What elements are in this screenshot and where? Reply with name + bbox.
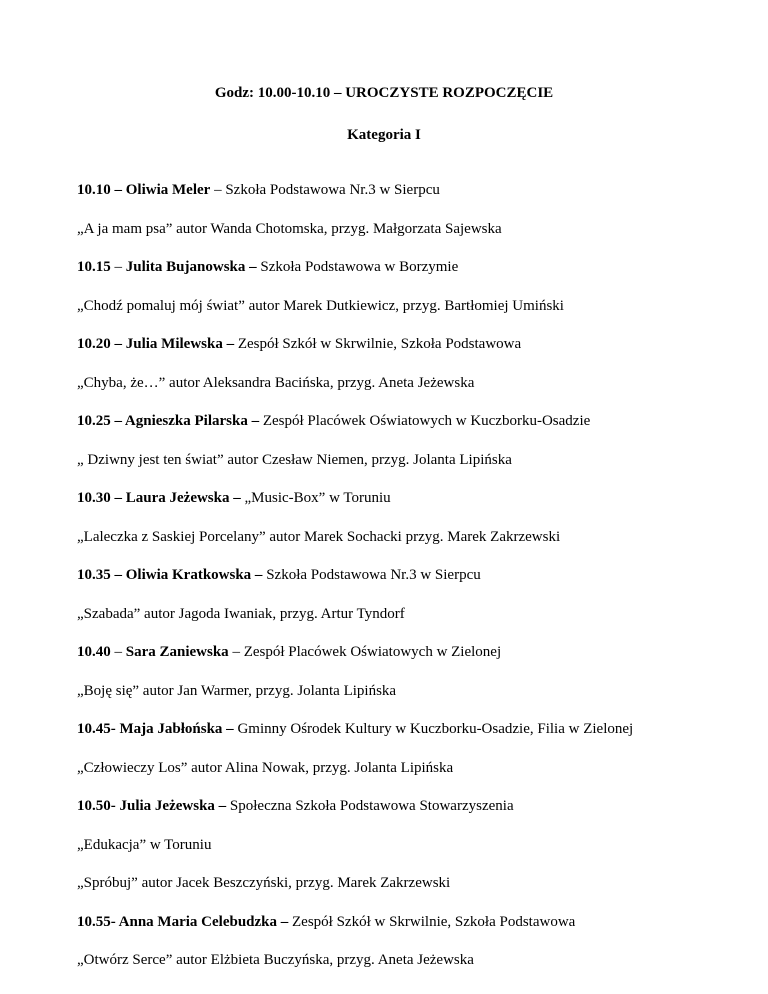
time-performer: 10.35 – Oliwia Kratkowska –	[77, 567, 263, 583]
performer-line	[77, 489, 737, 507]
performer-line	[77, 913, 737, 931]
performer-line	[77, 797, 737, 815]
school-name: Zespół Szkół w Skrwilnie, Szkoła Podstawowa	[288, 913, 576, 930]
school-name: Szkoła Podstawowa w Borzymie	[256, 259, 459, 275]
time-performer: 10.55- Anna Maria Celebudzka –	[77, 913, 289, 930]
song-line: „Otwórz Serce” autor Elżbieta Buczyńska, przyg. Aneta Jeżewska	[77, 952, 474, 968]
program-list	[77, 181, 737, 990]
school-name: Społeczna Szkoła Podstawowa Stowarzyszenia	[226, 798, 514, 814]
school-name: Zespół Placówek Oświatowych w Kuczborku-Osadzie	[259, 413, 591, 429]
song-line: „Boję się” autor Jan Warmer, przyg. Jolanta Lipińska	[77, 682, 397, 699]
program-heading: Godz: 10.00-10.10 – UROCZYSTE ROZPOCZĘCIE	[214, 85, 554, 101]
performer-line	[77, 412, 737, 430]
performer-name: Sara Zaniewska	[125, 644, 229, 660]
time-performer: 10.10 – Oliwia Meler	[77, 182, 211, 198]
song-line: „A ja mam psa” autor Wanda Chotomska, przyg. Małgorzata Sajewska	[77, 220, 502, 237]
school-name: Szkoła Podstawowa Nr.3 w Sierpcu	[262, 567, 481, 583]
time-performer: 10.45- Maja Jabłońska –	[77, 721, 234, 737]
performer-line	[77, 566, 737, 584]
time-performer: 10.20 – Julia Milewska –	[77, 336, 235, 352]
performer-name: Julita Bujanowska –	[125, 259, 257, 275]
time-performer: 10.30 – Laura Jeżewska –	[77, 490, 241, 506]
song-line: „Laleczka z Saskiej Porcelany” autor Marek Sochacki przyg. Marek Zakrzewski	[77, 528, 561, 545]
performer-line	[77, 643, 737, 661]
school-continuation: „Edukacja” w Toruniu	[77, 836, 212, 853]
separator: –	[110, 644, 126, 660]
song-line: „Szabada” autor Jagoda Iwaniak, przyg. Artur Tyndorf	[77, 605, 405, 622]
time-performer: 10.50- Julia Jeżewska –	[77, 798, 227, 814]
song-line: „Spróbuj” autor Jacek Beszczyński, przyg. Marek Zakrzewski	[77, 875, 451, 891]
category-title: Kategoria I	[347, 127, 421, 143]
school-name: Zespół Szkół w Skrwilnie, Szkoła Podstawowa	[234, 336, 522, 352]
separator: –	[110, 259, 126, 275]
school-name: „Music-Box” w Toruniu	[240, 490, 391, 506]
school-name: – Zespół Placówek Oświatowych w Zielonej	[228, 644, 502, 660]
time-performer: 10.25 – Agnieszka Pilarska –	[77, 413, 260, 429]
performer-line	[77, 181, 737, 199]
performer-line	[77, 720, 737, 738]
performer-line	[77, 335, 737, 353]
song-line: „Chodź pomaluj mój świat” autor Marek Dutkiewicz, przyg. Bartłomiej Umiński	[77, 297, 564, 314]
performer-line	[77, 258, 737, 276]
school-name: Gminny Ośrodek Kultury w Kuczborku-Osadzie, Filia w Zielonej	[233, 721, 634, 737]
school-name: – Szkoła Podstawowa Nr.3 w Sierpcu	[210, 182, 440, 198]
song-line: „Człowieczy Los” autor Alina Nowak, przyg. Jolanta Lipińska	[77, 759, 454, 776]
time-label: 10.40	[77, 644, 111, 660]
song-line: „Chyba, że…” autor Aleksandra Bacińska, przyg. Aneta Jeżewska	[77, 374, 475, 391]
time-label: 10.15	[77, 259, 111, 275]
song-line: „ Dziwny jest ten świat” autor Czesław Niemen, przyg. Jolanta Lipińska	[77, 451, 512, 468]
